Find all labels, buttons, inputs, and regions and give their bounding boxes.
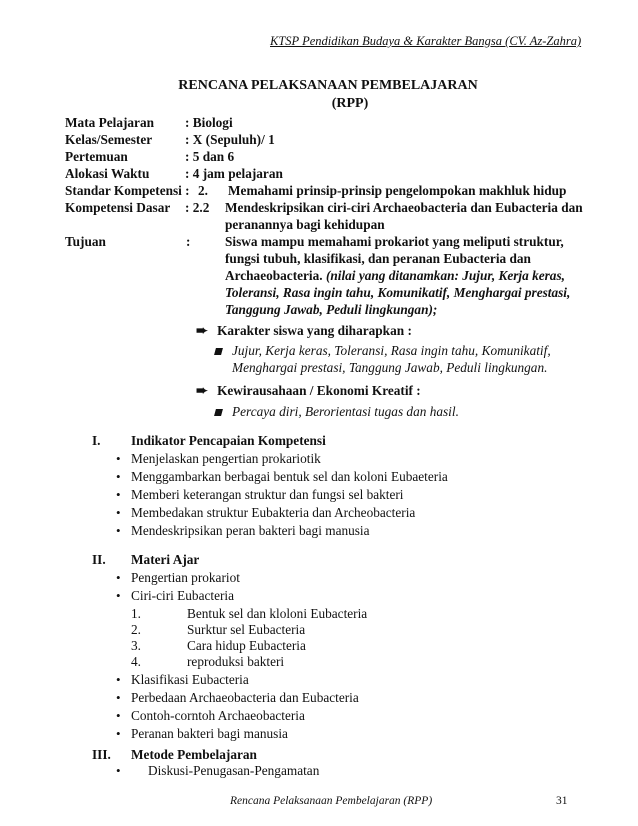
list-item: • Menggambarkan berbagai bentuk sel dan koloni Eubaeteria [116,469,448,484]
arrow-circle-icon: ➨ [196,324,208,339]
square-bullet-icon [214,348,223,355]
bullet-icon: • [116,763,121,778]
value-kompetensi-line-2: peranannya bagi kehidupan [225,217,385,232]
value-kelas: : X (Sepuluh)/ 1 [185,132,275,147]
sub-item-number: 4. [131,654,141,669]
list-item: • Diskusi-Penugasan-Pengamatan [116,763,320,778]
label-kelas: Kelas/Semester [65,132,153,147]
section-3-heading: Metode Pembelajaran [131,747,257,762]
label-alokasi: Alokasi Waktu [65,166,150,181]
value-mata-pelajaran: : Biologi [185,115,233,130]
list-item: • Contoh-corntoh Archaeobacteria [116,708,305,723]
bullet-icon: • [116,505,121,520]
value-pertemuan: : 5 dan 6 [185,149,235,164]
square-bullet-icon [214,409,223,416]
section-2-number: II. [92,552,106,567]
section-3-number: III. [92,747,111,762]
label-mata-pelajaran: Mata Pelajaran [65,115,154,130]
footer-text: Rencana Pelaksanaan Pembelajaran (RPP) [230,795,433,807]
label-pertemuan: Pertemuan [65,149,128,164]
karakter-line-2: Menghargai prestasi, Tanggung Jawab, Peduli lingkungan. [232,360,548,375]
tujuan-line-4: Toleransi, Rasa ingin tahu, Komunikatif, Menghargai prestasi, [225,285,571,300]
sub-item-number: 1. [131,606,141,621]
list-item: • Mendeskripsikan peran bakteri bagi manusia [116,523,370,538]
list-item: • Klasifikasi Eubacteria [116,672,249,687]
bullet-icon: • [116,708,121,723]
kewirausahaan-list-item: Percaya diri, Berorientasi tugas dan hasil. [215,403,459,421]
list-item: • Peranan bakteri bagi manusia [116,726,288,741]
title-line-1: RENCANA PELAKSANAAN PEMBELAJARAN [178,78,478,93]
kewirausahaan-heading: ➨ Kewirausahaan / Ekonomi Kreatif : [196,383,421,399]
bullet-icon: • [116,690,121,705]
value-kompetensi-line-1: Mendeskripsikan ciri-ciri Archaeobacteria dan Eubacteria dan [225,200,583,215]
section-2-heading: Materi Ajar [131,552,200,567]
bullet-icon: • [116,451,121,466]
tujuan-line-1: Siswa mampu memahami prokariot yang meliputi struktur, [225,234,564,249]
bullet-icon: • [116,672,121,687]
list-item: • Membedakan struktur Eubakteria dan Archeobacteria [116,505,416,520]
label-tujuan: Tujuan [65,234,106,249]
title-line-2: (RPP) [331,96,369,111]
label-standar: Standar Kompetensi : [65,183,190,198]
tujuan-line-3-plain: Archaeobacteria. [225,268,326,283]
sub-item-text: Surktur sel Eubacteria [187,622,306,637]
document-title [0,77,638,113]
bullet-icon: • [116,726,121,741]
running-header: KTSP Pendidikan Budaya & Karakter Bangsa (CV. Az-Zahra) [270,34,582,48]
page-number: 31 [556,795,568,807]
list-item: • Perbedaan Archaeobacteria dan Eubacteria [116,690,359,705]
karakter-list-item: Jujur, Kerja keras, Toleransi, Rasa ingin tahu, Komunikatif, [215,342,551,360]
section-1-number: I. [92,433,101,448]
standar-num: 2. [198,183,208,198]
bullet-icon: • [116,523,121,538]
tujuan-line-3-italic: (nilai yang ditanamkan: Jujur, Kerja keras, [325,268,565,283]
tujuan-line-3 [225,267,565,284]
sub-item-number: 2. [131,622,141,637]
value-alokasi: : 4 jam pelajaran [185,166,283,181]
bullet-icon: • [116,469,121,484]
sub-item-number: 3. [131,638,141,653]
list-item: • Memberi keterangan struktur dan fungsi sel bakteri [116,487,404,502]
kompetensi-num: : 2.2 [185,200,210,215]
karakter-heading: ➨ Karakter siswa yang diharapkan : [196,323,412,339]
sub-item-text: Cara hidup Eubacteria [187,638,306,653]
list-item: • Ciri-ciri Eubacteria [116,588,234,603]
bullet-icon: • [116,588,121,603]
sub-item-text: Bentuk sel dan kloloni Eubacteria [187,606,368,621]
sub-item-text: reproduksi bakteri [187,654,285,669]
list-item: • Pengertian prokariot [116,570,240,585]
label-kompetensi: Kompetensi Dasar [65,200,171,215]
arrow-circle-icon: ➨ [196,384,208,399]
tujuan-line-5: Tanggung Jawab, Peduli lingkungan); [225,302,438,317]
list-item: • Menjelaskan pengertian prokariotik [116,451,321,466]
section-1-heading: Indikator Pencapaian Kompetensi [131,433,326,448]
bullet-icon: • [116,570,121,585]
tujuan-line-2: fungsi tubuh, klasifikasi, dan peranan Eubacteria dan [225,251,531,266]
value-standar: Memahami prinsip-prinsip pengelompokan makhluk hidup [228,183,567,198]
bullet-icon: • [116,487,121,502]
tujuan-colon: : [186,234,191,249]
